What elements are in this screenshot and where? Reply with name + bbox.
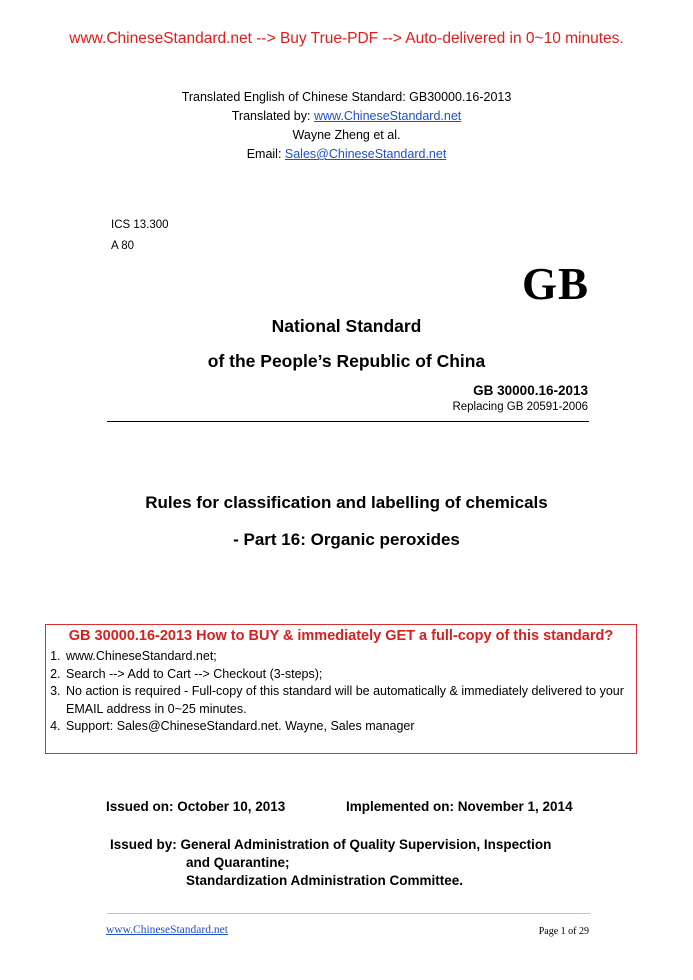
purchase-step: 2. Search --> Add to Cart --> Checkout (3-steps);	[64, 666, 636, 684]
gb-mark: GB	[521, 259, 589, 309]
standard-number: GB 30000.16-2013	[473, 383, 588, 398]
ics-code: ICS 13.300	[111, 219, 169, 231]
issued-date: Issued on: October 10, 2013	[106, 799, 286, 814]
translation-title: Translated English of Chinese Standard: GB30000.16-2013	[181, 90, 512, 104]
translated-by-label: Translated by:	[231, 109, 314, 123]
translator-name: Wayne Zheng et al.	[292, 128, 401, 142]
email-label: Email:	[246, 147, 285, 161]
purchase-step[interactable]: 1. www.ChineseStandard.net;	[64, 648, 636, 666]
translated-by-line	[0, 107, 693, 126]
document-title: Rules for classification and labelling of chemicals	[145, 493, 548, 512]
issued-by-line-2: and Quarantine;	[186, 855, 290, 870]
national-standard-subheading: of the People’s Republic of China	[207, 351, 486, 371]
purchase-steps-list	[46, 648, 636, 736]
classification-code: A 80	[111, 240, 135, 252]
issued-by-line-1: Issued by: General Administration of Quality Supervision, Inspection	[110, 837, 552, 852]
email-line	[0, 145, 693, 164]
purchase-step: 4. Support: Sales@ChineseStandard.net. Wayne, Sales manager	[64, 718, 636, 736]
purchase-info-box	[45, 624, 637, 754]
promo-banner[interactable]: www.ChineseStandard.net --> Buy True-PDF --> Auto-delivered in 0~10 minutes.	[69, 30, 624, 47]
national-standard-heading: National Standard	[271, 316, 422, 336]
replacing-standard: Replacing GB 20591-2006	[452, 401, 588, 413]
footer-divider	[107, 913, 590, 914]
implemented-date: Implemented on: November 1, 2014	[346, 799, 573, 814]
issued-by-line-3: Standardization Administration Committee.	[186, 873, 464, 888]
header-divider	[107, 421, 589, 422]
document-subtitle: - Part 16: Organic peroxides	[233, 530, 460, 549]
purchase-step: 3. No action is required - Full-copy of this standard will be automatically & immediately delivered to your EMAIL address in 0~25 minutes.	[64, 683, 636, 718]
page-number: Page 1 of 29	[538, 926, 589, 937]
translation-info	[0, 88, 693, 164]
purchase-box-title: GB 30000.16-2013 How to BUY & immediately GET a full-copy of this standard?	[68, 628, 614, 644]
translator-site-link[interactable]: www.ChineseStandard.net	[313, 109, 462, 123]
email-link[interactable]: Sales@ChineseStandard.net	[284, 147, 447, 161]
footer-site-link[interactable]: www.ChineseStandard.net	[106, 924, 228, 936]
issuing-authority	[110, 836, 551, 890]
